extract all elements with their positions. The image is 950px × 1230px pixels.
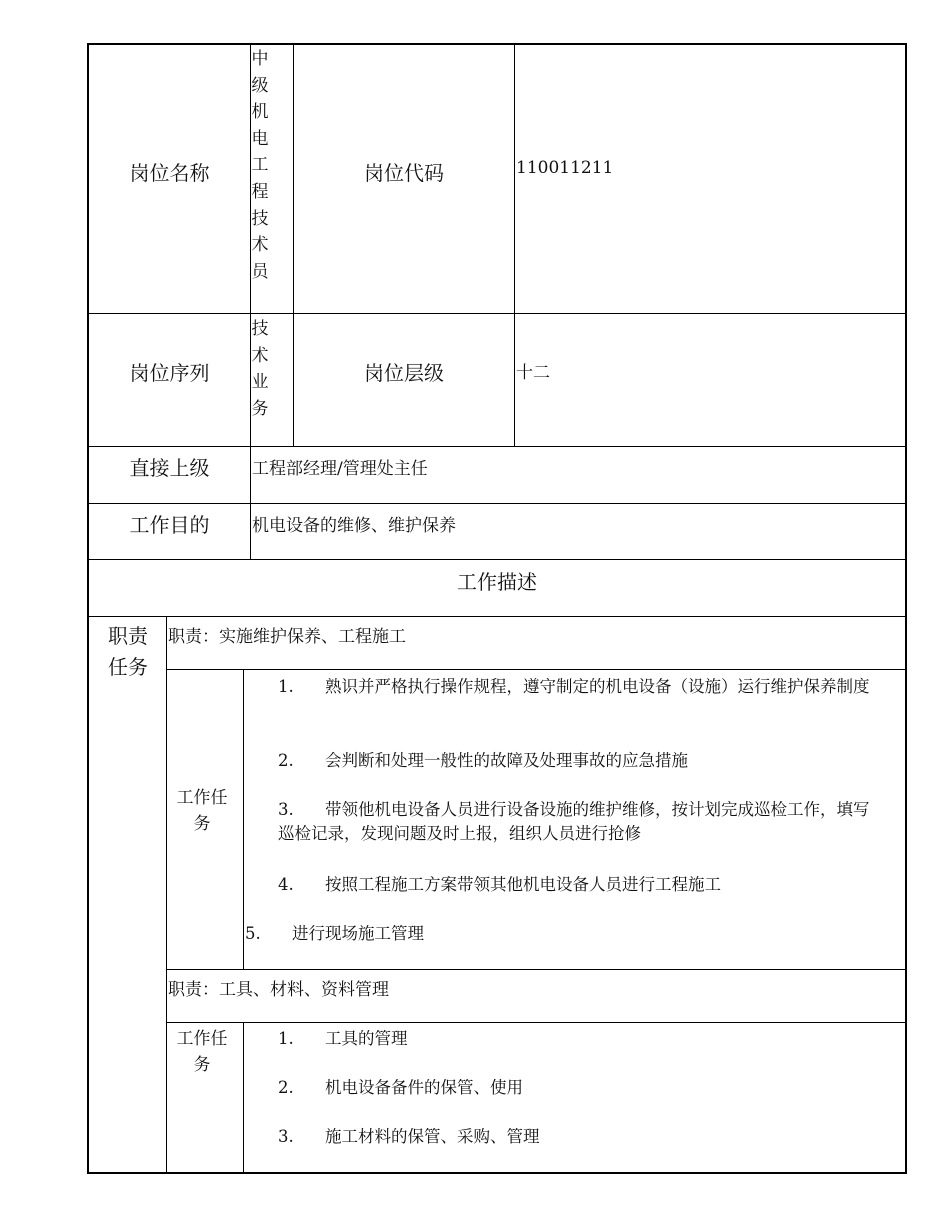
duty-title: 职责：实施维护保养、工程施工: [168, 627, 406, 647]
vertical-char: 工: [251, 155, 269, 176]
task-item: 3. 带领他机电设备人员进行设备设施的维护维修，按计划完成巡检工作，填写巡检记录，发现问题及时上报，组织人员进行抢修: [278, 800, 870, 843]
task-label: 工作任务: [176, 1029, 228, 1075]
vertical-char: 术: [251, 235, 269, 256]
vertical-char: 程: [251, 181, 269, 202]
vertical-char: 术: [251, 345, 269, 366]
vertical-char: 技: [251, 208, 269, 229]
vertical-char: 技: [251, 319, 269, 339]
duty-title: 职责：工具、材料、资料管理: [168, 980, 389, 1000]
position-series-label: 岗位序列: [129, 361, 210, 385]
position-name-value: [250, 46, 270, 285]
task-item: 1. 工具的管理: [278, 1029, 408, 1048]
vertical-char: 机: [251, 102, 269, 123]
vertical-char: 级: [251, 75, 269, 96]
duties-label: 职责任务: [108, 624, 148, 679]
purpose-value: 机电设备的维修、维护保养: [252, 516, 456, 536]
task-label: 工作任务: [176, 788, 228, 834]
position-code-label: 岗位代码: [364, 161, 444, 185]
task-item: 3. 施工材料的保管、采购、管理: [278, 1127, 540, 1146]
position-name-label: 岗位名称: [129, 161, 210, 185]
vertical-char: 员: [251, 261, 269, 282]
position-series-value: [250, 316, 270, 422]
vertical-char: 电: [251, 128, 269, 149]
vertical-char: 务: [251, 398, 269, 419]
task-item: 5. 进行现场施工管理: [245, 924, 424, 943]
description-title: 工作描述: [457, 570, 537, 594]
vertical-char: 中: [251, 49, 269, 69]
position-level-label: 岗位层级: [364, 361, 444, 385]
task-item: 1. 熟识并严格执行操作规程，遵守制定的机电设备（设施）运行维护保养制度: [278, 677, 870, 696]
position-code-value: 110011211: [516, 158, 614, 178]
vertical-char: 业: [251, 372, 269, 393]
task-item: 2. 机电设备备件的保管、使用: [278, 1078, 523, 1097]
task-item: 2. 会判断和处理一般性的故障及处理事故的应急措施: [278, 751, 688, 770]
purpose-label: 工作目的: [129, 513, 210, 537]
position-level-value: 十二: [516, 363, 550, 383]
task-item: 4. 按照工程施工方案带领其他机电设备人员进行工程施工: [278, 875, 721, 894]
superior-label: 直接上级: [129, 456, 210, 480]
superior-value: 工程部经理/管理处主任: [252, 459, 428, 479]
